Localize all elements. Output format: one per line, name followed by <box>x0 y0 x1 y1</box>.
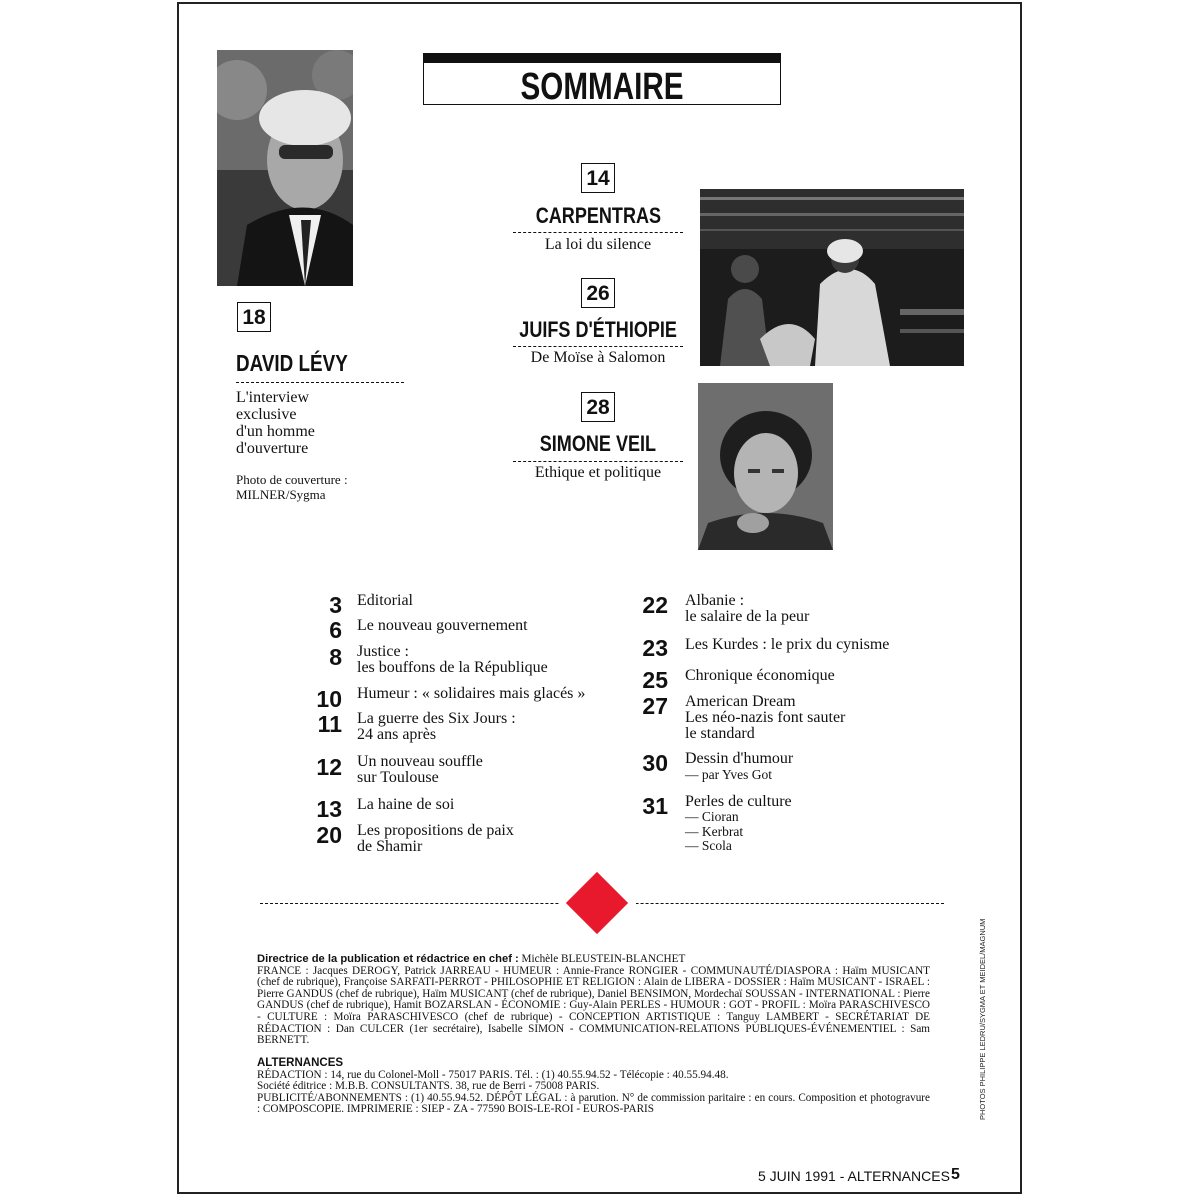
index-entry-title: Justice : les bouffons de la République <box>357 643 548 676</box>
staff-credits <box>257 954 930 1047</box>
footer-date: 5 JUIN 1991 - ALTERNANCES <box>758 1168 950 1184</box>
side-photo-credit: PHOTOS PHILIPPE LEDRU/SYGMA ET MEIDEL/MAGNUM <box>978 918 987 1120</box>
feature-title-wrap <box>513 203 683 229</box>
feature-page-box <box>581 163 615 193</box>
directrice-name: Michèle BLEUSTEIN-BLANCHET <box>521 953 686 965</box>
staff-list: FRANCE : Jacques DEROGY, Patrick JARREAU - HUMEUR : Annie-France RONGIER - COMMUNAUTÉ/DIASPORA : Haïm MUSICANT (chef de rubrique), Françoise SARFATI-PERROT - PHILOSOPHIE ET RELIGION : Alain de LIBERA - DOSSIER : Haïm MUSICANT - ISRAEL : Pierre GANDUS (chef de rubrique), Haïm MUSICANT (chef de rubrique), Daniel BENSIMON, Mordechaï SOUSSAN - INTERNATIONAL : Pierre GANDUS (chef de rubrique), Hamit BOZARSLAN - ÉCONOMIE : Guy-Alain PERLES - HUMOUR : GOT - PROFIL : Moïra PARASCHIVESCO - CULTURE : Moïra PARASCHIVESCO (chef de rubrique) - CONCEPTION ARTISTIQUE : Tanguy LAMBERT - SECRÉTARIAT DE RÉDACTION : Dan CULCER (1er secrétaire), Isabelle SIMON - COMMUNICATION-RELATIONS PUBLIQUES-ÉVÉNEMENTIEL : Sam BERNETT. <box>257 964 930 1047</box>
cover-desc-line: d'un homme <box>236 423 315 440</box>
feature-title: SIMONE VEIL <box>539 431 657 456</box>
index-page-number: 3 <box>329 592 342 618</box>
index-page-number: 25 <box>642 667 668 693</box>
footer-page-number: 5 <box>951 1166 960 1183</box>
feature-title-wrap <box>513 431 683 457</box>
cover-page-number: 18 <box>242 306 266 329</box>
cover-photo <box>217 50 353 286</box>
title-box <box>423 53 781 108</box>
cover-divider <box>236 382 404 383</box>
feature-page-box <box>581 392 615 422</box>
feature-page-box <box>581 278 615 308</box>
index-entry-title: Humeur : « solidaires mais glacés » <box>357 685 586 702</box>
index-entry-title: Perles de culture — Cioran — Kerbrat — Scola <box>685 793 792 853</box>
index-page-number: 30 <box>642 750 668 776</box>
feature-title-wrap <box>500 317 696 343</box>
portrait-david-levy-image <box>217 50 353 286</box>
index-page-number: 6 <box>329 617 342 643</box>
portrait-simone-veil-image <box>698 383 833 550</box>
directrice-line <box>257 954 930 966</box>
feature-divider <box>513 232 683 233</box>
feature-divider <box>513 346 683 347</box>
index-entry-title: La haine de soi <box>357 796 455 813</box>
directrice-label: Directrice de la publication et rédactrice en chef : <box>257 953 519 965</box>
cover-page-box <box>237 302 271 332</box>
cover-name: DAVID LÉVY <box>236 350 348 376</box>
veil-photo <box>698 383 833 550</box>
page-title: SOMMAIRE <box>520 66 684 108</box>
index-page-number: 11 <box>317 711 342 737</box>
cover-desc-line: d'ouverture <box>236 440 309 457</box>
societe-line: Société éditrice : M.B.B. CONSULTANTS. 38, rue de Berri - 75008 PARIS. <box>257 1080 600 1093</box>
index-entry-title: Un nouveau souffle sur Toulouse <box>357 753 483 786</box>
index-entry-title: American Dream Les néo-nazis font sauter le standard <box>685 693 846 742</box>
index-page-number: 22 <box>642 592 668 618</box>
ethiopian-jews-image <box>700 189 964 366</box>
ethiopia-photo <box>700 189 964 366</box>
feature-page-number: 14 <box>586 167 610 190</box>
feature-divider <box>513 461 683 462</box>
index-page-number: 31 <box>642 793 668 819</box>
redaction-line: RÉDACTION : 14, rue du Colonel-Moll - 75017 PARIS. Tél. : (1) 40.55.94.52 - Télécopie : 40.55.94.48. <box>257 1068 729 1081</box>
feature-title: JUIFS D'ÉTHIOPIE <box>519 317 677 342</box>
index-entry-title: Chronique économique <box>685 667 835 684</box>
index-page-number: 23 <box>642 635 668 661</box>
photo-credit-name: MILNER/Sygma <box>236 487 326 502</box>
cover-description <box>236 389 315 457</box>
index-page-number: 8 <box>329 644 342 670</box>
index-page-number: 13 <box>316 796 342 822</box>
index-entry-title: Dessin d'humour — par Yves Got <box>685 750 794 782</box>
index-entry-title: Editorial <box>357 592 413 609</box>
publisher-name: ALTERNANCES <box>257 1057 344 1069</box>
index-entry-title: Albanie : le salaire de la peur <box>685 592 810 625</box>
feature-subtitle: La loi du silence <box>544 236 652 253</box>
index-entry-title: Les propositions de paix de Shamir <box>357 822 514 855</box>
feature-page-number: 28 <box>586 396 610 419</box>
photo-credit <box>236 472 348 502</box>
index-entry-title: La guerre des Six Jours : 24 ans après <box>357 710 516 743</box>
feature-subtitle: Ethique et politique <box>534 464 662 481</box>
feature-page-number: 26 <box>586 282 610 305</box>
index-page-number: 20 <box>316 822 342 848</box>
title-bar <box>424 54 780 63</box>
cover-desc-line: exclusive <box>236 406 297 423</box>
index-entry-title: Le nouveau gouvernement <box>357 617 528 634</box>
index-page-number: 12 <box>316 754 342 780</box>
publicite-line: PUBLICITÉ/ABONNEMENTS : (1) 40.55.94.52. DÉPÔT LÉGAL : à parution. N° de commission paritaire : en cours. Composition et photogravure : COMPOSCOPIE. IMPRIMERIE : SIEP - ZA - 77590 BOIS-LE-ROI - EUROS-PARIS <box>257 1091 930 1116</box>
index-page-number: 27 <box>642 693 668 719</box>
photo-credit-label: Photo de couverture : <box>236 472 348 487</box>
index-page-number: 10 <box>316 686 342 712</box>
publisher-credits <box>257 1058 930 1116</box>
index-entry-title: Les Kurdes : le prix du cynisme <box>685 636 890 653</box>
feature-subtitle: De Moïse à Salomon <box>530 349 666 366</box>
feature-title: CARPENTRAS <box>535 203 661 228</box>
cover-desc-line: L'interview <box>236 389 310 406</box>
